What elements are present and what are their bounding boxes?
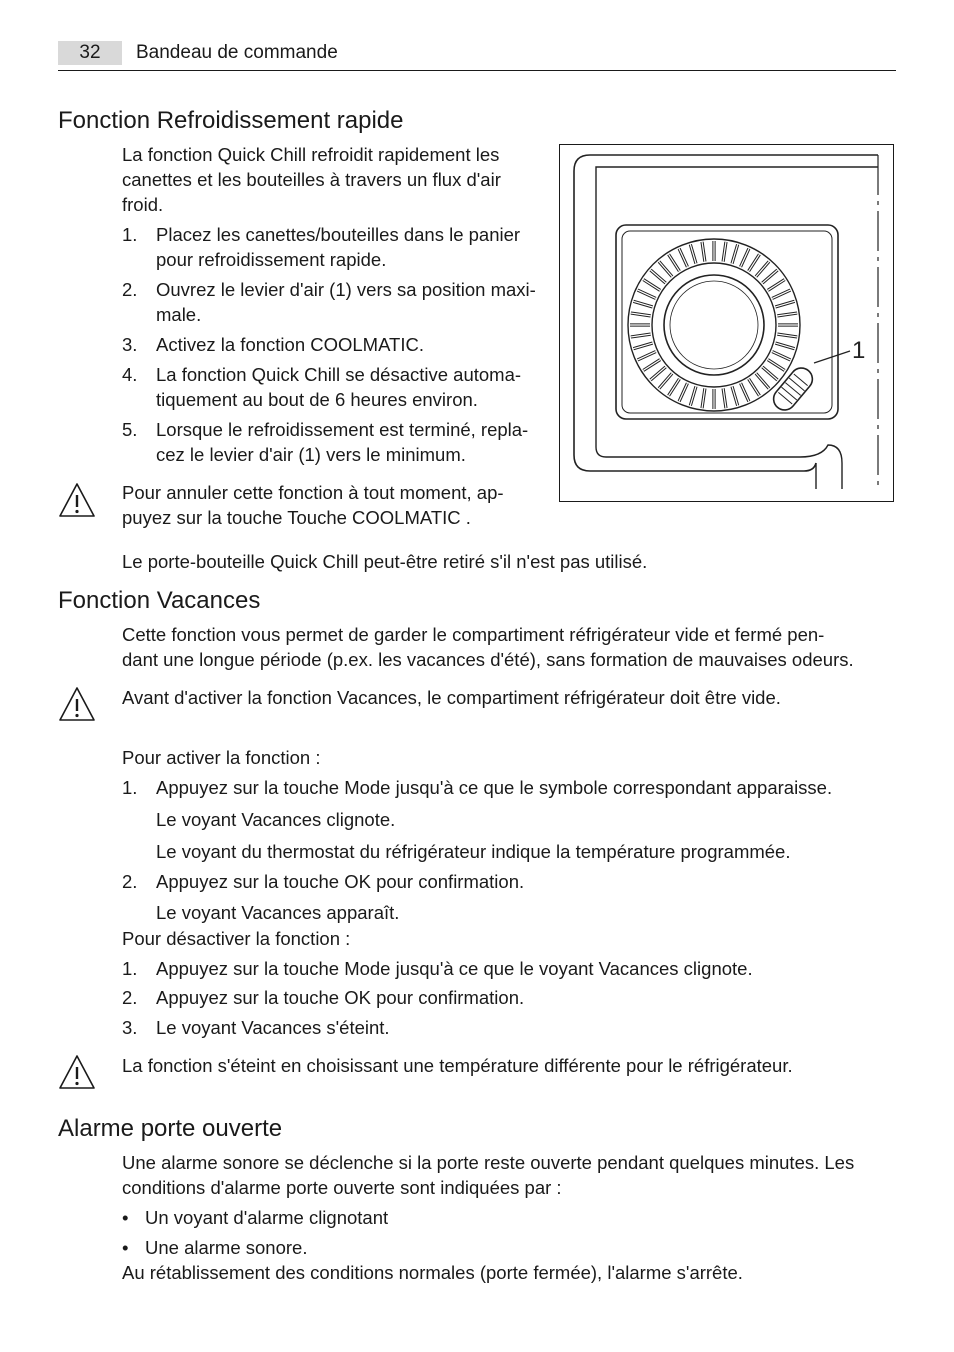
bullet-marker: • — [122, 1237, 129, 1258]
intro-line-1: La fonction Quick Chill refroidit rapidement les — [122, 144, 500, 165]
step-text: Lorsque le refroidissement est terminé, repla- — [156, 419, 529, 440]
warning-text: La fonction s'éteint en choisissant une température différente pour le réfrigérateur. — [122, 1055, 793, 1076]
intro-line-2: canettes et les bouteilles à travers un flux d'air — [122, 169, 501, 190]
fan-slot-highlight — [643, 360, 660, 371]
fan-slot-highlight — [762, 270, 777, 283]
step-result: Le voyant Vacances clignote. — [156, 809, 396, 830]
step-text: Appuyez sur la touche Mode jusqu'à ce que le voyant Vacances clignote. — [156, 958, 753, 979]
step-text: Placez les canettes/bouteilles dans le panier — [156, 224, 521, 245]
fan-slot-highlight — [749, 379, 760, 396]
fan-slot-highlight — [638, 352, 656, 360]
step-number: 3. — [122, 1017, 138, 1038]
step-number: 2. — [122, 279, 138, 300]
step-result: Le voyant du thermostat du réfrigérateur indique la température programmée. — [156, 841, 791, 862]
fan-slot-highlight — [638, 290, 656, 298]
fan-slot-highlight — [643, 280, 660, 291]
deactivate-label: Pour désactiver la fonction : — [122, 928, 351, 949]
fan-slot-highlight — [741, 383, 749, 401]
fan-slot-highlight — [756, 373, 769, 388]
step-text: male. — [156, 304, 202, 325]
step-text: Activez la fonction COOLMATIC. — [156, 334, 424, 355]
fan-slot-highlight — [732, 386, 738, 405]
fan-slot-highlight — [756, 262, 769, 277]
step-number: 1. — [122, 224, 138, 245]
step-number: 2. — [122, 987, 138, 1008]
fan-slot-highlight — [772, 290, 790, 298]
intro-line-3: froid. — [122, 194, 164, 215]
bullet-marker: • — [122, 1207, 129, 1228]
note-text: Le porte-bouteille Quick Chill peut-être retiré s'il n'est pas utilisé. — [122, 551, 648, 572]
fan-diagram — [560, 145, 893, 501]
running-header-title: Bandeau de commande — [136, 42, 338, 63]
intro-line-1: Une alarme sonore se déclenche si la porte reste ouverte pendant quelques minutes. Les — [122, 1152, 855, 1173]
warning-text: Avant d'activer la fonction Vacances, le compartiment réfrigérateur doit être vide. — [122, 687, 781, 708]
step-number: 3. — [122, 334, 138, 355]
fan-slot-highlight — [679, 383, 687, 401]
fan-slot-highlight — [775, 301, 794, 307]
fan-slot-highlight — [651, 367, 666, 380]
fan-slot-highlight — [659, 262, 672, 277]
warning-text-line-2: puyez sur la touche Touche COOLMATIC . — [122, 507, 471, 528]
warning-text-line-1: Pour annuler cette fonction à tout moment, ap- — [122, 482, 504, 503]
step-text: La fonction Quick Chill se désactive automa- — [156, 364, 522, 385]
warning-icon — [58, 686, 96, 722]
intro-line-2: dant une longue période (p.ex. les vacances d'été), sans formation de mauvaises odeurs. — [122, 649, 854, 670]
header-divider — [58, 70, 896, 71]
step-text: cez le levier d'air (1) vers le minimum. — [156, 444, 466, 465]
fan-slot-highlight — [732, 244, 738, 263]
air-lever — [769, 364, 817, 415]
fan-slot-highlight — [669, 379, 680, 396]
section-heading-vacances: Fonction Vacances — [58, 587, 261, 614]
bullet-item: Un voyant d'alarme clignotant — [145, 1207, 389, 1228]
step-number: 5. — [122, 419, 138, 440]
activate-label: Pour activer la fonction : — [122, 747, 321, 768]
step-number: 2. — [122, 871, 138, 892]
step-text: Appuyez sur la touche Mode jusqu'à ce que le symbole correspondant apparaisse. — [156, 777, 833, 798]
fan-slot-highlight — [772, 352, 790, 360]
step-text: Appuyez sur la touche OK pour confirmation. — [156, 987, 525, 1008]
section-heading-refroidissement: Fonction Refroidissement rapide — [58, 107, 404, 134]
fan-slot-highlight — [651, 270, 666, 283]
step-result: Le voyant Vacances apparaît. — [156, 902, 400, 923]
closing-text: Au rétablissement des conditions normales (porte fermée), l'alarme s'arrête. — [122, 1262, 743, 1283]
fan-slot-highlight — [741, 249, 749, 267]
fan-slot-highlight — [768, 360, 785, 371]
step-text: Ouvrez le levier d'air (1) vers sa position maxi- — [156, 279, 536, 300]
fan-slot-highlight — [633, 343, 652, 349]
fan-slot-highlight — [633, 301, 652, 307]
fan-slot-highlight — [669, 254, 680, 271]
bullet-item: Une alarme sonore. — [145, 1237, 308, 1258]
step-number: 1. — [122, 777, 138, 798]
fan-slot-highlight — [762, 367, 777, 380]
fan-slot-highlight — [775, 343, 794, 349]
intro-line-2: conditions d'alarme porte ouverte sont indiquées par : — [122, 1177, 562, 1198]
intro-line-1: Cette fonction vous permet de garder le compartiment réfrigérateur vide et fermé pen- — [122, 624, 825, 645]
step-text: tiquement au bout de 6 heures environ. — [156, 389, 478, 410]
fan-slot-highlight — [690, 386, 696, 405]
warning-icon — [58, 1054, 96, 1090]
air-lever-illustration — [559, 144, 894, 502]
step-text: pour refroidissement rapide. — [156, 249, 387, 270]
step-number: 4. — [122, 364, 138, 385]
fan-slot-highlight — [690, 244, 696, 263]
step-text: Appuyez sur la touche OK pour confirmation. — [156, 871, 525, 892]
step-number: 1. — [122, 958, 138, 979]
step-text: Le voyant Vacances s'éteint. — [156, 1017, 390, 1038]
fan-slot-highlight — [679, 249, 687, 267]
page-number: 32 — [58, 41, 122, 65]
warning-icon — [58, 482, 96, 518]
fan-slot-highlight — [659, 373, 672, 388]
section-heading-alarme: Alarme porte ouverte — [58, 1115, 283, 1142]
callout-label: 1 — [852, 337, 866, 364]
fan-slot-highlight — [768, 280, 785, 291]
fan-slot-highlight — [749, 254, 760, 271]
